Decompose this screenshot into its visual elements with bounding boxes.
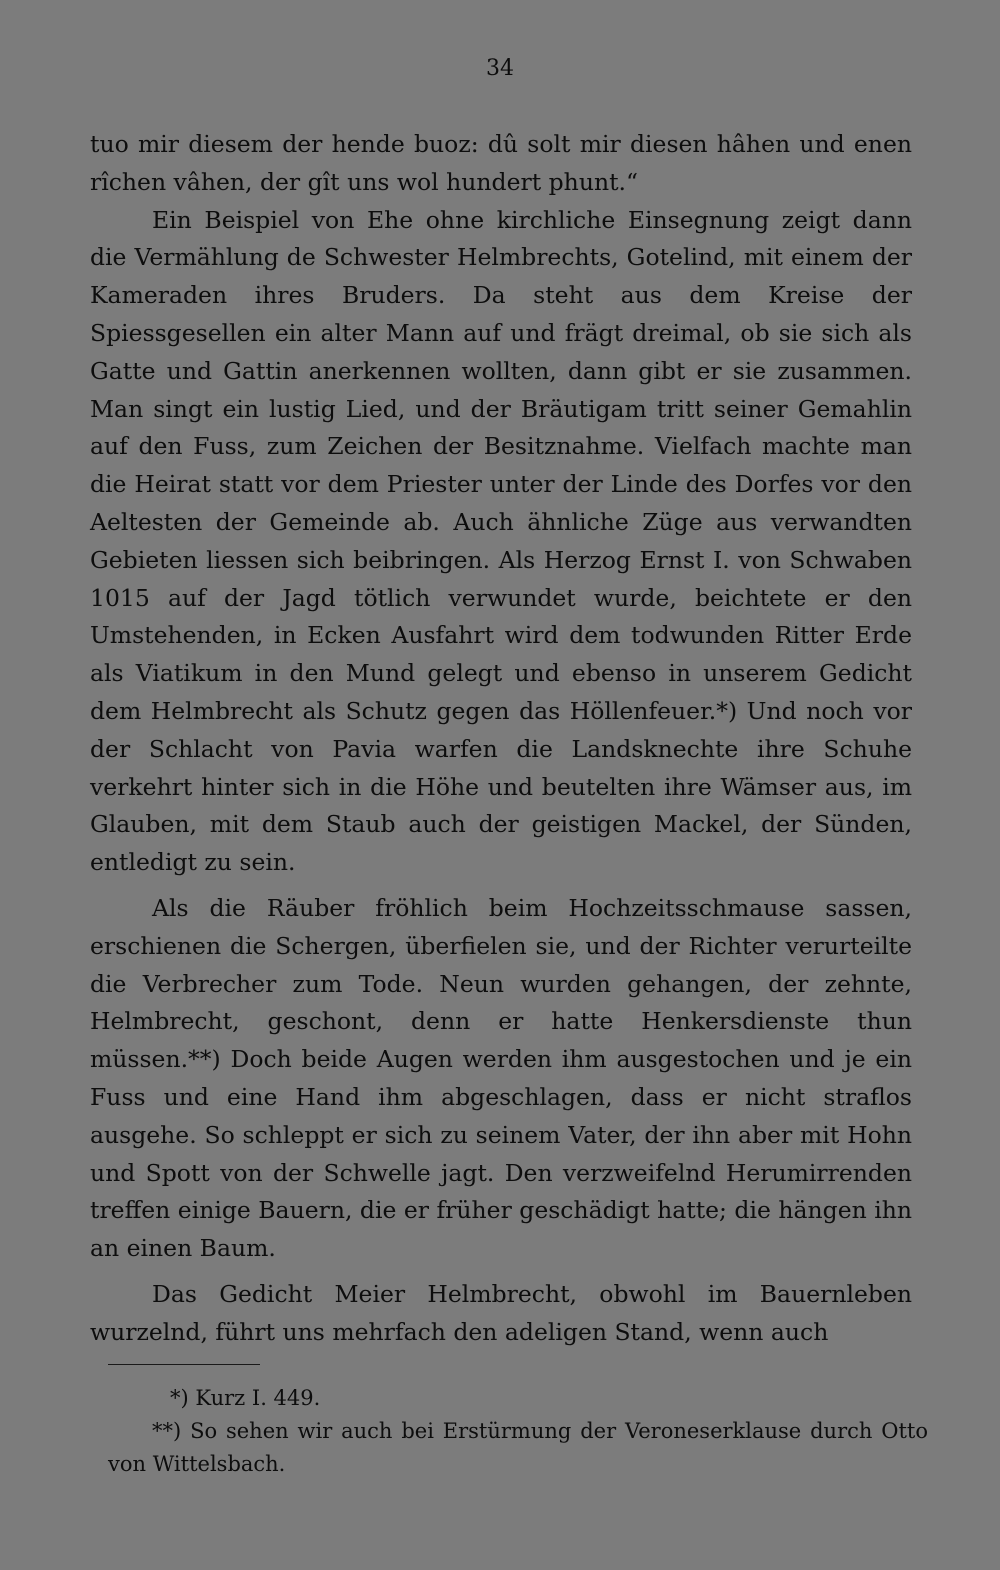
footnote-1: *) Kurz I. 449. [170, 1386, 321, 1410]
page-number: 34 [486, 56, 514, 81]
footnotes [108, 1382, 928, 1481]
footnote-2: **) So sehen wir auch bei Erstürmung der Veroneserklause durch Otto von Wittelsbach. [108, 1419, 928, 1476]
paragraph-continued: tuo mir diesem der hende buoz: dû solt mir diesen hâhen und enen rîchen vâhen, der gît uns wol hundert phunt.“ [90, 130, 912, 196]
body-text [90, 126, 912, 1352]
paragraph-marriage: Ein Beispiel von Ehe ohne kirchliche Einsegnung zeigt dann die Vermählung de Schwester Helmbrechts, Gotelind, mit einem der Kameraden ihres Bruders. Da steht aus dem Kreise der Spiessgesellen ein alter Mann auf und frägt dreimal, ob sie sich als Gatte und Gattin anerkennen wollten, dann gibt er sie zusammen. Man singt ein lustig Lied, und der Bräutigam tritt seiner Gemahlin auf den Fuss, zum Zeichen der Besitznahme. Vielfach machte man die Heirat statt vor dem Priester unter der Linde des Dorfes vor den Aeltesten der Gemeinde ab. Auch ähnliche Züge aus verwandten Gebieten liessen sich beibringen. Als Herzog Ernst I. von Schwaben 1015 auf der Jagd tötlich verwundet wurde, beichtete er den Umstehenden, in Ecken Ausfahrt wird dem todwunden Ritter Erde als Viatikum in den Mund gelegt und ebenso in unserem Gedicht dem Helmbrecht als Schutz gegen das Höllenfeuer.*) Und noch vor der Schlacht von Pavia warfen die Landsknechte ihre Schuhe verkehrt hinter sich in die Höhe und beutelten ihre Wämser aus, im Glauben, mit dem Staub auch der geistigen Mackel, der Sünden, entledigt zu sein. [90, 205, 912, 877]
footnote-rule [108, 1364, 260, 1365]
paragraph-gedicht: Das Gedicht Meier Helmbrecht, obwohl im Bauernleben wurzelnd, führt uns mehrfach den adeligen Stand, wenn auch [90, 1279, 912, 1346]
paragraph-robbers: Als die Räuber fröhlich beim Hochzeitsschmause sassen, erschienen die Schergen, überfielen sie, und der Richter verurteilte die Verbrecher zum Tode. Neun wurden gehangen, der zehnte, Helmbrecht, geschont, denn er hatte Henkersdienste thun müssen.**) Doch beide Augen werden ihm ausgestochen und je ein Fuss und eine Hand ihm abgeschlagen, dass er nicht straflos ausgehe. So schleppt er sich zu seinem Vater, der ihn aber mit Hohn und Spott von der Schwelle jagt. Den verzweifelnd Herumirrenden treffen einige Bauern, die er früher geschädigt hatte; die hängen ihn an einen Baum. [90, 893, 912, 1263]
